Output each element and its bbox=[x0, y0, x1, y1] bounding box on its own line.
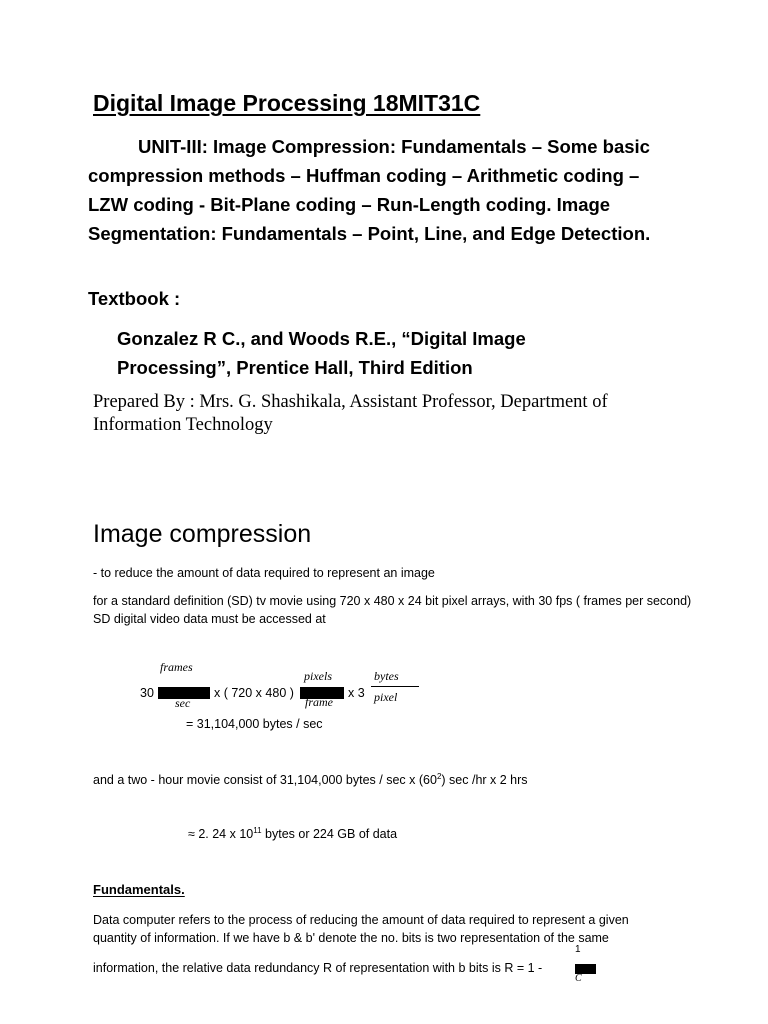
exponent: 2 bbox=[436, 771, 442, 781]
approx-size-line bbox=[188, 827, 397, 841]
approx-text: ≈ 2. 24 x 10 bbox=[188, 827, 254, 841]
exponent: 11 bbox=[253, 825, 262, 835]
fundamentals-line: quantity of information. If we have b & b' denote the no. bits is two representation of the same bbox=[93, 931, 609, 945]
textbook-reference: Gonzalez R C., and Woods R.E., “Digital Image Processing”, Prentice Hall, Third Edition bbox=[117, 328, 526, 378]
eq-bytes-label: bytes bbox=[374, 669, 399, 683]
eq-pixel-label: pixel bbox=[374, 690, 398, 704]
eq-frame-label: frame bbox=[305, 695, 333, 709]
section-heading: Image compression bbox=[93, 520, 312, 548]
prepared-by: Prepared By : Mrs. G. Shashikala, Assistant Professor, Department of Information Technology bbox=[93, 392, 608, 435]
approx-text: bytes or 224 GB of data bbox=[261, 827, 398, 841]
fraction-denominator: C bbox=[575, 973, 582, 984]
unit-syllabus: UNIT-III: Image Compression: Fundamentals – Some basic compression methods – Huffman coding – Arithmetic coding – LZW coding - Bit-Plane coding – Run-Length coding. Image Segmentation: Fundamentals – Point, Line, and Edge Detection. bbox=[88, 136, 651, 244]
fundamentals-heading: Fundamentals. bbox=[93, 882, 185, 897]
eq-coef-30: 30 bbox=[140, 686, 154, 700]
movie-line-text: ) sec /hr x 2 hrs bbox=[441, 773, 528, 787]
fraction-numerator: 1 bbox=[575, 944, 581, 955]
eq-times-3: x 3 bbox=[348, 686, 365, 700]
fundamentals-line: Data computer refers to the process of reducing the amount of data required to represent a given bbox=[93, 913, 629, 927]
eq-middle-term: x ( 720 x 480 ) bbox=[214, 686, 294, 700]
sd-video-paragraph: for a standard definition (SD) tv movie using 720 x 480 x 24 bit pixel arrays, with 30 fps ( frames per second) SD digital video data must be accessed at bbox=[93, 594, 692, 626]
eq-sec-label: sec bbox=[175, 696, 191, 710]
document-title: Digital Image Processing 18MIT31C bbox=[93, 90, 481, 116]
fraction-line bbox=[371, 686, 419, 687]
eq-result: = 31,104,000 bytes / sec bbox=[186, 717, 323, 731]
eq-frames-label: frames bbox=[160, 660, 193, 674]
definition-line: - to reduce the amount of data required to represent an image bbox=[93, 566, 435, 580]
eq-pixels-label: pixels bbox=[304, 669, 332, 683]
movie-line-text: and a two - hour movie consist of 31,104,000 bytes / sec x (60 bbox=[93, 773, 437, 787]
fundamentals-line: information, the relative data redundancy R of representation with b bits is R = 1 - bbox=[93, 961, 543, 975]
textbook-label: Textbook : bbox=[88, 288, 181, 309]
movie-size-line bbox=[93, 773, 528, 787]
